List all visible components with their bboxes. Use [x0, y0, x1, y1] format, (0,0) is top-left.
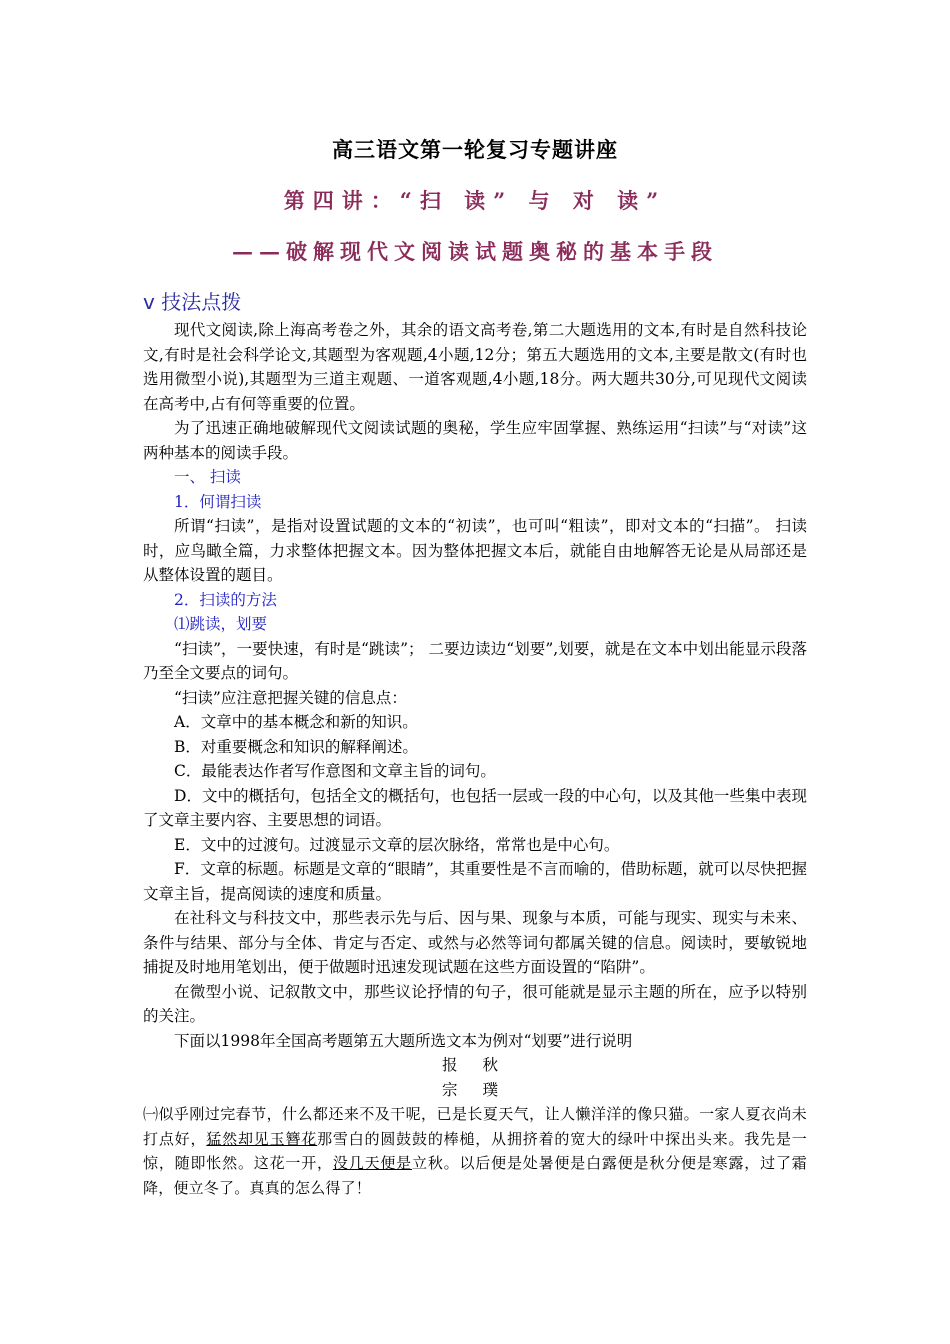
paragraph-example-intro: 下面以1998年全国高考题第五大题所选文本为例对“划要”进行说明: [174, 1031, 633, 1050]
excerpt-title: 报 秋: [442, 1056, 508, 1074]
heading-what-is-skim: 1．何谓扫读: [174, 492, 262, 511]
paragraph-jump-read: “扫读”，一要快速，有时是“跳读”； 二要边读边“划要”,划要，就是在文本中划出能显示段落乃至全文要点的词句。: [143, 639, 807, 682]
lecture-subtitle: 第四讲：“扫 读” 与 对 读”: [283, 188, 667, 213]
list-item-f: F．文章的标题。标题是文章的“眼睛”，其重要性是不言而喻的，借助标题，就可以尽快把握文章主旨，提高阅读的速度和质量。: [143, 860, 807, 903]
paragraph-skim-definition: 所谓“扫读”，是指对设置试题的文本的“初读”，也可叫“粗读”，即对文本的“扫描”。 扫读时，应鸟瞰全篇，力求整体把握文本。因为整体把握文本后，就能自由地解答无论是从局部还是从整体设置的题目。: [143, 517, 807, 584]
document-body: [143, 318, 807, 1200]
list-item-c: C．最能表达作者写作意图和文章主旨的词句。: [174, 762, 496, 780]
underlined-phrase-1: 猛然却见玉簪花: [206, 1129, 318, 1148]
paragraph-intro: 现代文阅读,除上海高考卷之外，其余的语文高考卷,第二大题选用的文本,有时是自然科技论文,有时是社会科学论文,其题型为客观题,4小题,12分；第五大题选用的文本,主要是散文(有时也选用微型小说),其题型为三道主观题、一道客观题,4小题,18分。两大题共30分,可见现代文阅读在高考中,占有何等重要的位置。: [143, 321, 807, 413]
heading-skim-method: 2．扫读的方法: [174, 590, 277, 609]
excerpt-text-b: 那雪白的圆鼓鼓的棒槌，从拥挤着的宽大的绿叶中探出头来。我先是一惊，随即怅然。这花一开，: [143, 1129, 807, 1172]
excerpt-text-a: ㈠似乎刚过完春节，什么都还来不及干呢，已是长夏天气，让人懒洋洋的像只猫。一家人夏衣尚未打点好，: [143, 1105, 807, 1148]
section-heading: [143, 286, 241, 315]
paragraph-key-points: “扫读”应注意把握关键的信息点：: [174, 688, 407, 707]
document-title: 高三语文第一轮复习专题讲座: [332, 137, 618, 162]
list-item-a: A．文章中的基本概念和新的知识。: [174, 713, 418, 731]
underlined-phrase-2: 没几天便是: [332, 1154, 413, 1172]
lecture-subheading: ——破解现代文阅读试题奥秘的基本手段: [232, 239, 718, 264]
paragraph-purpose: 为了迅速正确地破解现代文阅读试题的奥秘，学生应牢固掌握、熟练运用“扫读”与“对读”这两种基本的阅读手段。: [143, 419, 807, 462]
excerpt-author: 宗 璞: [442, 1080, 508, 1099]
paragraph-fiction-texts: 在微型小说、记叙散文中，那些议论抒情的句子，很可能就是显示主题的所在，应予以特别的关注。: [143, 982, 807, 1025]
heading-skim-reading: 一、 扫读: [174, 468, 241, 486]
excerpt-text-c: 立秋。以后便是处暑便是白露便是秋分便是寒露，过了霜降，便立冬了。真真的怎么得了！: [143, 1154, 807, 1197]
bullet-marker-icon: v: [143, 290, 155, 314]
paragraph-science-texts: 在社科文与科技文中，那些表示先与后、因与果、现象与本质，可能与现实、现实与未来、条件与结果、部分与全体、肯定与否定、或然与必然等词句都属关键的信息。阅读时，要敏锐地捕捉及时地用笔划出，便于做题时迅速发现试题在这些方面设置的“陷阱”。: [143, 909, 807, 976]
list-item-d: D．文中的概括句，包括全文的概括句，也包括一层或一段的中心句，以及其他一些集中表现了文章主要内容、主要思想的词语。: [143, 786, 807, 829]
excerpt-paragraph: [143, 1102, 807, 1200]
heading-jump-read: ⑴跳读，划要: [174, 615, 268, 633]
list-item-b: B．对重要概念和知识的解释阐述。: [174, 737, 418, 756]
list-item-e: E．文中的过渡句。过渡显示文章的层次脉络，常常也是中心句。: [174, 835, 620, 854]
section-heading-text: 技法点拨: [161, 290, 242, 314]
